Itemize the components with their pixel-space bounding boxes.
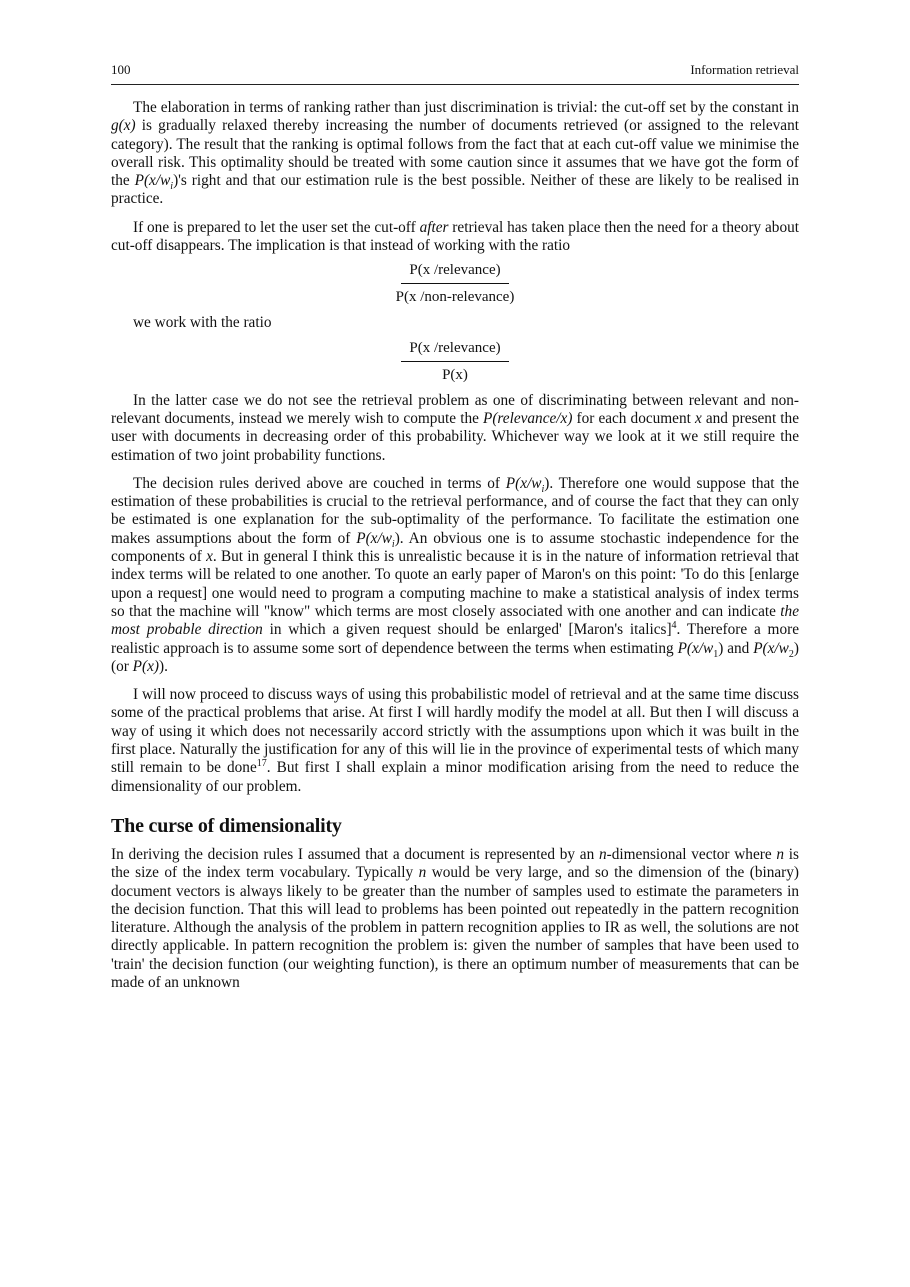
text: ) (or bbox=[111, 639, 799, 675]
running-header bbox=[111, 62, 799, 85]
text: The elaboration in terms of ranking rather than just discrimination is trivial: the cut-off set by the constant in bbox=[133, 99, 799, 116]
text: ). Therefore one would suppose that the estimation of these probabilities is crucial to the retrieval performance, and of course the fact that they can only be estimated is one explanation for the sub-optimality of the performance. To facilitate the estimation one makes assumptions about the form of bbox=[111, 474, 800, 547]
emphasis: the most probable direction bbox=[111, 602, 799, 639]
text: In deriving the decision rules I assumed that a document is represented by an bbox=[111, 845, 599, 863]
text: ) and bbox=[718, 639, 754, 657]
math: P(x/w bbox=[134, 172, 171, 190]
text: -dimensional vector where bbox=[606, 845, 777, 863]
running-title: Information retrieval bbox=[690, 62, 799, 77]
text: . Therefore a more realistic approach is to assume some sort of dependence between the terms when estimating bbox=[111, 621, 799, 657]
emphasis: after bbox=[419, 218, 449, 236]
text: If one is prepared to let the user set the cut-off bbox=[133, 218, 420, 236]
paragraph-decision-rules bbox=[111, 475, 799, 676]
citation-ref: 17 bbox=[256, 758, 267, 770]
text: . But in general I think this is unrealistic because it is in the nature of information retrieval that index terms will be related to one another. To quote an early paper of Maron's on this point: 'To do this [enlarge upon a request] one would need to program a computing machine to make a statistical analysis of index terms so that the machine will "know" which terms are most closely associated with one another and can indicate bbox=[111, 548, 799, 620]
math: P(x/w bbox=[677, 639, 714, 657]
text: The decision rules derived above are couched in terms of bbox=[133, 474, 506, 492]
text: ). bbox=[159, 657, 168, 675]
math: x bbox=[694, 409, 702, 427]
text: is the size of the index term vocabulary. Typically bbox=[111, 845, 799, 882]
ratio-denominator: P(x) bbox=[442, 366, 468, 383]
text: ). An obvious one is to assume stochastic independence for the components of bbox=[111, 529, 799, 566]
math-subscript: 2 bbox=[788, 648, 794, 660]
math-subscript: i bbox=[170, 181, 174, 193]
page-number: 100 bbox=[111, 62, 131, 77]
citation-ref: 4 bbox=[671, 620, 677, 632]
paragraph-cutoff bbox=[111, 219, 799, 256]
math-subscript: i bbox=[391, 538, 395, 550]
ratio-numerator: P(x /relevance) bbox=[401, 261, 508, 284]
paragraph-latter-case bbox=[111, 392, 799, 465]
ratio-numerator: P(x /relevance) bbox=[401, 339, 508, 362]
text: and present the user with documents in decreasing order of this probability. Whichever way we look at it we still require the estimation of two joint probability functions. bbox=[111, 409, 799, 464]
ratio-formula-2 bbox=[111, 339, 799, 384]
body-text bbox=[111, 99, 799, 992]
math: P(x) bbox=[132, 657, 159, 675]
math: x bbox=[206, 548, 213, 566]
text: for each document bbox=[572, 409, 695, 427]
math: P(relevance/x) bbox=[482, 409, 573, 427]
math: g(x) bbox=[111, 117, 136, 135]
ratio-formula-1 bbox=[111, 261, 799, 306]
ratio-denominator: P(x /non-relevance) bbox=[395, 289, 515, 306]
page bbox=[111, 62, 799, 1002]
math: P(x/w bbox=[753, 639, 789, 657]
ratio-lead-text: we work with the ratio bbox=[133, 314, 272, 332]
text: retrieval has taken place then the need for a theory about cut-off disappears. The implication is that instead of working with the ratio bbox=[111, 218, 799, 255]
text: I will now proceed to discuss ways of using this probabilistic model of retrieval and at the same time discuss some of the practical problems that arise. At first I will hardly modify the model at all. But then I will discuss a way of using it which does not necessarily accord strictly with the assumptions upon which it was built in the first place. Naturally the justification for any of this will lie in the province of experimental tests of which many still remain to be done bbox=[111, 686, 799, 777]
math: n bbox=[418, 864, 427, 882]
math-subscript: i bbox=[541, 483, 545, 495]
text: )'s right and that our estimation rule is the best possible. Neither of these are likely to be realised in practice. bbox=[111, 172, 799, 208]
math: P(x/w bbox=[505, 474, 542, 492]
math-subscript: 1 bbox=[713, 648, 719, 660]
math: P(x/w bbox=[356, 529, 392, 547]
paragraph-dimensionality bbox=[111, 846, 799, 992]
math: n bbox=[598, 845, 607, 863]
paragraph-proceed bbox=[111, 686, 799, 796]
text: In the latter case we do not see the retrieval problem as one of discriminating between relevant and non-relevant documents, instead we merely wish to compute the bbox=[111, 391, 799, 427]
math: n bbox=[776, 845, 785, 863]
section-heading: The curse of dimensionality bbox=[111, 814, 342, 837]
text: would be very large, and so the dimension of the (binary) document vectors is always likely to be greater than the number of samples used to estimate the parameters in the decision function. That this will lead to problems has been pointed out repeatedly in the pattern recognition literature. Although the analysis of the problem in pattern recognition applies to IR as well, the solutions are not directly applicable. In pattern recognition the problem is: given the number of samples that have been used to 'train' the decision function (our weighting function), is there an optimum number of measurements that can be made of an unknown bbox=[111, 864, 799, 991]
paragraph-ranking bbox=[111, 99, 799, 209]
text: is gradually relaxed thereby increasing the number of documents retrieved (or assigned to the relevant category). The result that the ranking is optimal follows from the fact that at each cut-off value we minimise the overall risk. This optimality should be treated with some caution since it assumes that we have got the form of the bbox=[111, 117, 799, 190]
text: in which a given request should be enlarged' [Maron's italics] bbox=[262, 621, 672, 639]
text: . But first I shall explain a minor modification arising from the need to reduce the dimensionality of our problem. bbox=[111, 759, 800, 795]
